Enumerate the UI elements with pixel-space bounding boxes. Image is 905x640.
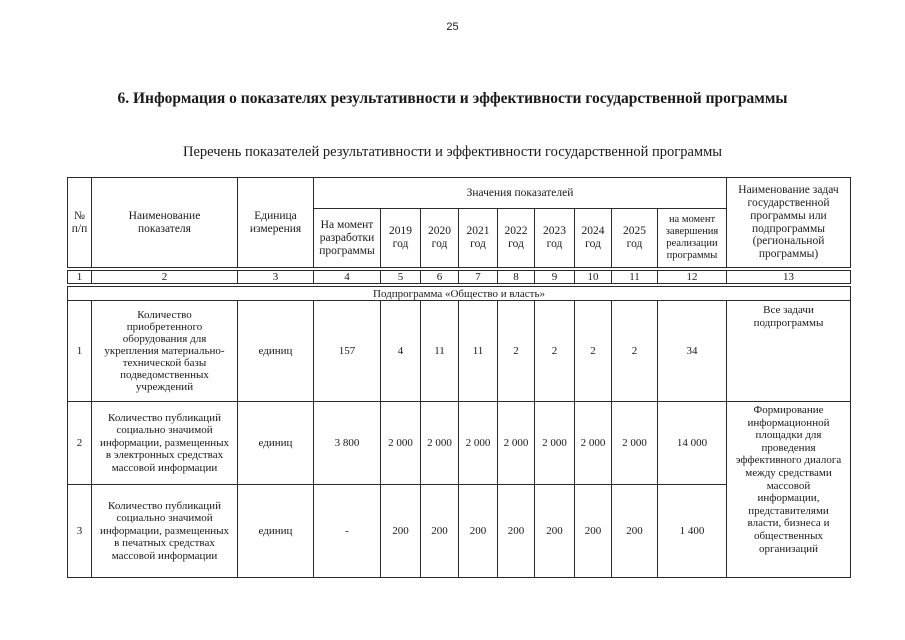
value-cell: 2: [535, 301, 575, 402]
row-number: 1: [68, 301, 92, 402]
value-cell: 2 000: [575, 402, 612, 485]
column-number-cell: 11: [612, 271, 658, 284]
value-cell: 2: [612, 301, 658, 402]
table-row: [68, 301, 851, 402]
column-number-cell: 7: [459, 271, 498, 284]
header-year-2019: 2019 год: [381, 209, 421, 268]
header-development: На момент разработки программы: [314, 209, 381, 268]
column-number-cell: 9: [535, 271, 575, 284]
header-year-2020: 2020 год: [421, 209, 459, 268]
header-unit: Единица измерения: [238, 178, 314, 268]
value-cell: 2 000: [381, 402, 421, 485]
column-number-cell: 3: [238, 271, 314, 284]
unit-cell: единиц: [238, 485, 314, 578]
value-cell: 2: [575, 301, 612, 402]
header-number: № п/п: [68, 178, 92, 268]
value-cell: 2: [498, 301, 535, 402]
value-cell: 200: [459, 485, 498, 578]
value-cell: 1 400: [658, 485, 727, 578]
subprogram-title: Подпрограмма «Общество и власть»: [68, 287, 851, 301]
value-cell: 200: [575, 485, 612, 578]
page-number: 25: [446, 21, 459, 33]
value-cell: 11: [421, 301, 459, 402]
row-number: 3: [68, 485, 92, 578]
value-cell: 200: [381, 485, 421, 578]
row-number: 2: [68, 402, 92, 485]
column-number-cell: 13: [727, 271, 851, 284]
header-indicator-name: Наименование показателя: [92, 178, 238, 268]
value-cell: 2 000: [535, 402, 575, 485]
header-values-group: Значения показателей: [314, 178, 727, 209]
value-cell: -: [314, 485, 381, 578]
value-cell: 11: [459, 301, 498, 402]
header-year-2022: 2022 год: [498, 209, 535, 268]
indicator-name: Количество приобретенного оборудования для укрепления материально- технической базы подведомственных учреждений: [92, 301, 238, 402]
value-cell: 200: [535, 485, 575, 578]
indicators-table: [67, 177, 851, 578]
header-year-2023: 2023 год: [535, 209, 575, 268]
task-cell: Формирование информационной площадки для проведения эффективного диалога между средствами массовой информации, представителями власти, бизнеса и общественных организаций: [727, 402, 851, 578]
header-year-2025: 2025 год: [612, 209, 658, 268]
unit-cell: единиц: [238, 402, 314, 485]
section-title: 6. Информация о показателях результативности и эффективности государственной программы: [117, 90, 788, 107]
table-row: [68, 402, 851, 485]
column-number-cell: 5: [381, 271, 421, 284]
indicator-name: Количество публикаций социально значимой информации, размещенных в электронных средствах массовой информации: [92, 402, 238, 485]
header-tasks: Наименование задач государственной программы или подпрограммы (региональной программы): [727, 178, 851, 268]
value-cell: 34: [658, 301, 727, 402]
column-number-cell: 10: [575, 271, 612, 284]
header-year-2021: 2021 год: [459, 209, 498, 268]
column-number-cell: 6: [421, 271, 459, 284]
column-number-cell: 8: [498, 271, 535, 284]
indicator-name: Количество публикаций социально значимой информации, размещенных в печатных средствах массовой информации: [92, 485, 238, 578]
value-cell: 4: [381, 301, 421, 402]
value-cell: 2 000: [498, 402, 535, 485]
value-cell: 157: [314, 301, 381, 402]
header-completion: на момент завершения реализации программы: [658, 209, 727, 268]
column-number-cell: 2: [92, 271, 238, 284]
value-cell: 14 000: [658, 402, 727, 485]
unit-cell: единиц: [238, 301, 314, 402]
column-number-cell: 12: [658, 271, 727, 284]
task-cell: Все задачи подпрограммы: [727, 301, 851, 402]
value-cell: 200: [421, 485, 459, 578]
value-cell: 2 000: [612, 402, 658, 485]
table-caption: Перечень показателей результативности и эффективности государственной программы: [182, 144, 723, 160]
column-number-cell: 4: [314, 271, 381, 284]
header-year-2024: 2024 год: [575, 209, 612, 268]
column-number-cell: 1: [68, 271, 92, 284]
value-cell: 200: [498, 485, 535, 578]
value-cell: 3 800: [314, 402, 381, 485]
value-cell: 2 000: [459, 402, 498, 485]
value-cell: 200: [612, 485, 658, 578]
value-cell: 2 000: [421, 402, 459, 485]
